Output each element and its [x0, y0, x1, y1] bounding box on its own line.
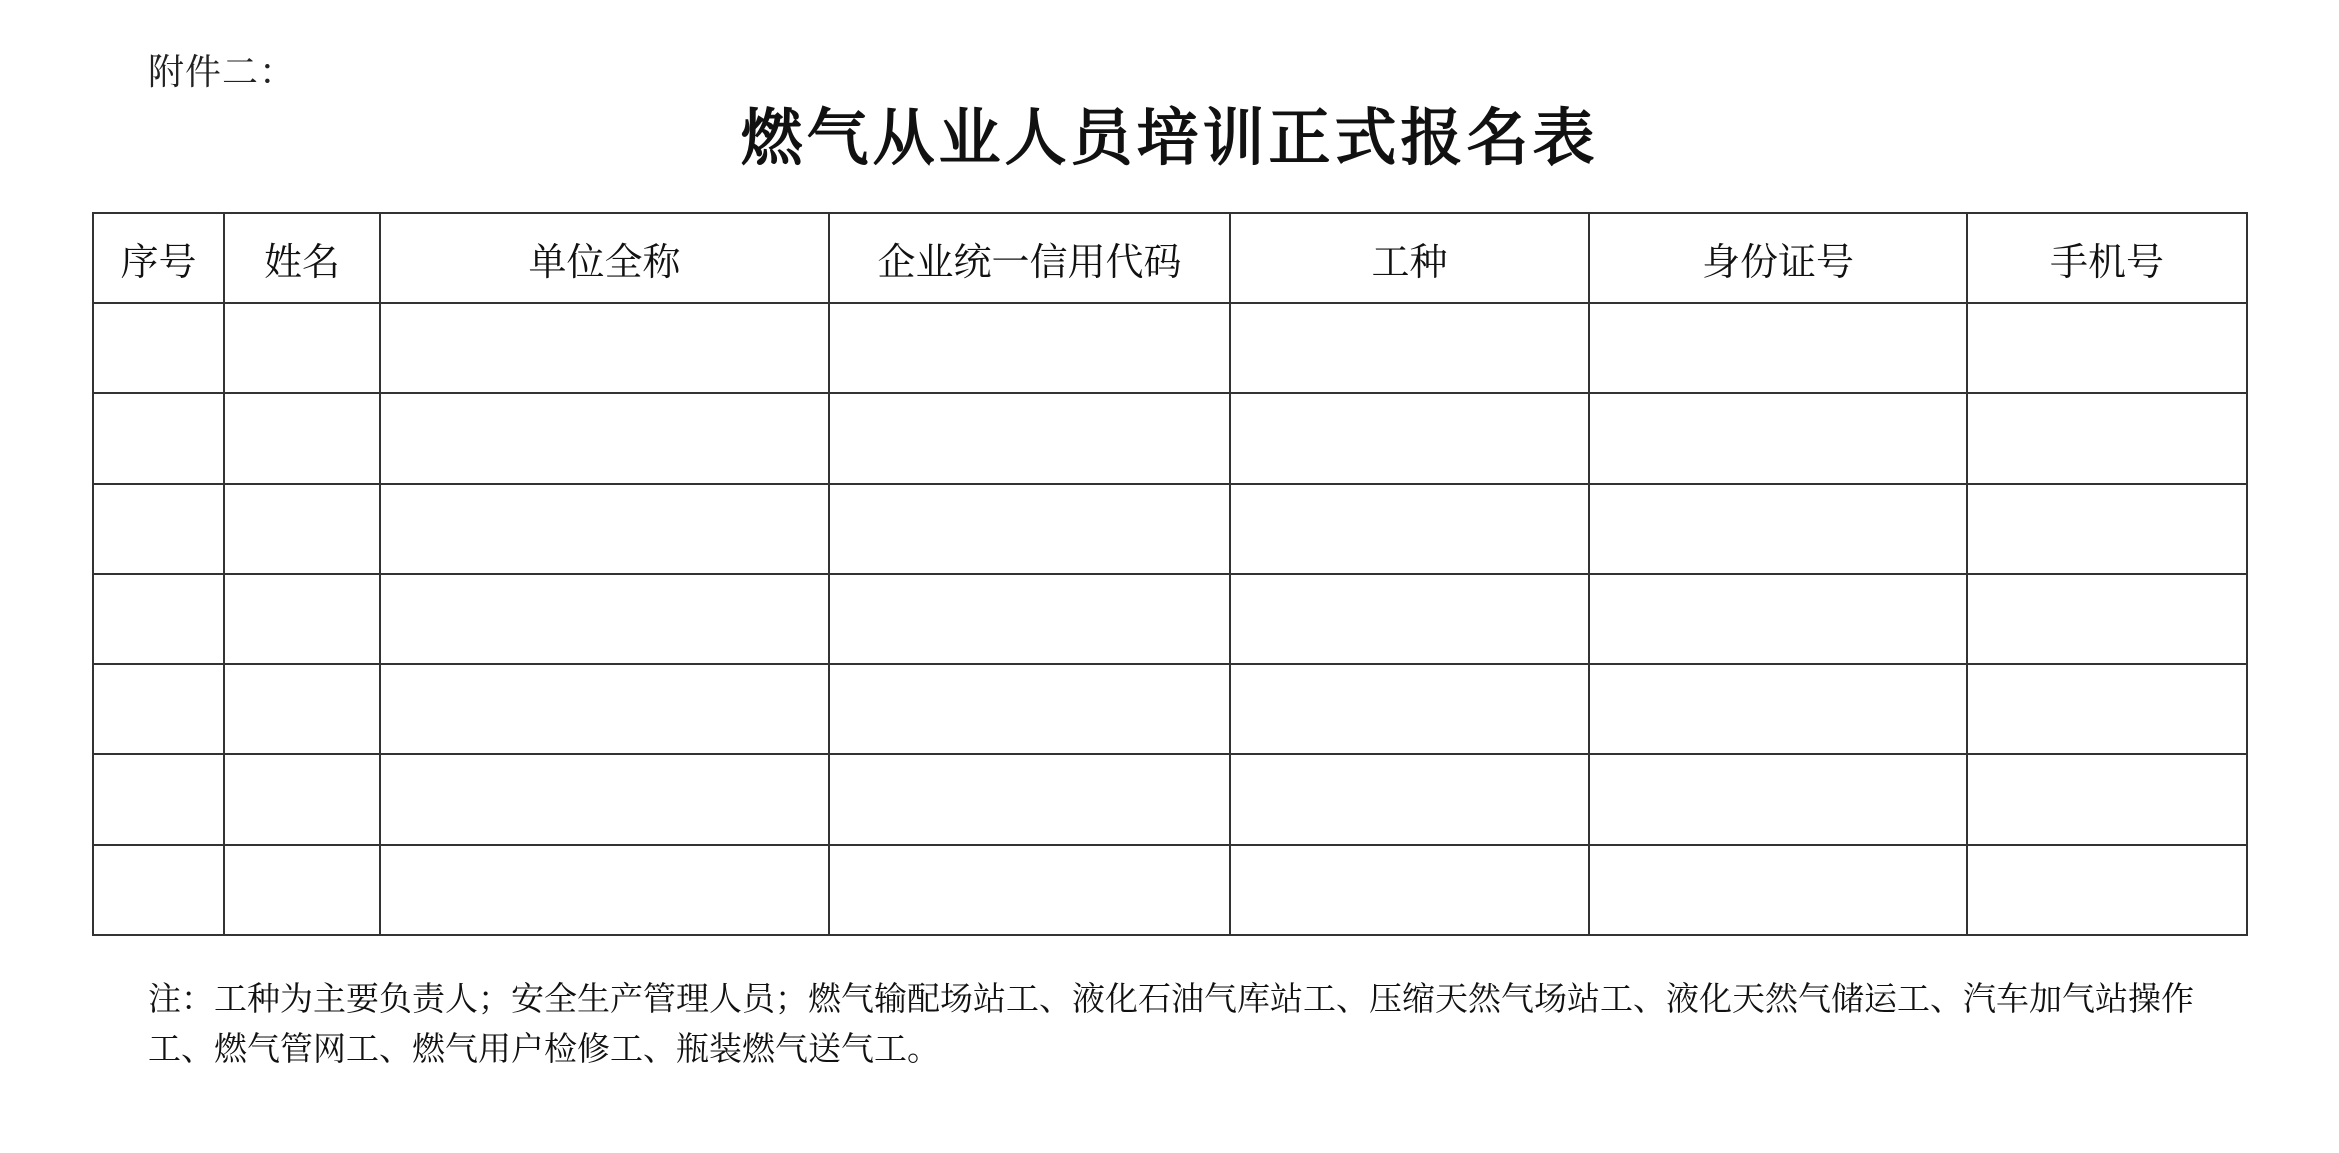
table-cell[interactable] — [829, 484, 1230, 574]
attachment-label: 附件二： — [148, 52, 297, 93]
table-cell[interactable] — [380, 303, 829, 393]
table-cell[interactable] — [224, 664, 380, 754]
form-title: 燃气从业人员培训正式报名表 — [740, 101, 1599, 174]
table-cell[interactable] — [1230, 664, 1589, 754]
table-cell[interactable] — [93, 484, 224, 574]
header-id-number: 身份证号 — [1589, 213, 1967, 303]
table-cell[interactable] — [93, 303, 224, 393]
table-cell[interactable] — [1230, 484, 1589, 574]
header-company-full-name: 单位全称 — [380, 213, 829, 303]
header-credit-code: 企业统一信用代码 — [829, 213, 1230, 303]
table-row — [93, 845, 2247, 935]
table-row — [93, 393, 2247, 483]
note-text: 注：工种为主要负责人；安全生产管理人员；燃气输配场站工、液化石油气库站工、压缩天然气场站工、液化天然气储运工、汽车加气站操作工、燃气管网工、燃气用户检修工、瓶装燃气送气工。 — [148, 979, 2194, 1068]
table-row — [93, 303, 2247, 393]
table-cell[interactable] — [380, 484, 829, 574]
table-cell[interactable] — [224, 303, 380, 393]
table-cell[interactable] — [1967, 393, 2247, 483]
table-cell[interactable] — [829, 754, 1230, 844]
table-cell[interactable] — [380, 845, 829, 935]
table-cell[interactable] — [829, 303, 1230, 393]
table-cell[interactable] — [1230, 845, 1589, 935]
table-cell[interactable] — [1589, 393, 1967, 483]
table-cell[interactable] — [1967, 754, 2247, 844]
table-row — [93, 484, 2247, 574]
table-cell[interactable] — [380, 664, 829, 754]
header-job-type: 工种 — [1230, 213, 1589, 303]
table-cell[interactable] — [1967, 574, 2247, 664]
table-cell[interactable] — [224, 845, 380, 935]
table-cell[interactable] — [1230, 574, 1589, 664]
table-cell[interactable] — [1589, 845, 1967, 935]
table-cell[interactable] — [829, 664, 1230, 754]
table-cell[interactable] — [93, 664, 224, 754]
table-cell[interactable] — [224, 393, 380, 483]
table-cell[interactable] — [224, 754, 380, 844]
table-cell[interactable] — [1967, 664, 2247, 754]
table-cell[interactable] — [1230, 303, 1589, 393]
table-cell[interactable] — [1967, 845, 2247, 935]
table-row — [93, 574, 2247, 664]
table-body — [93, 303, 2247, 935]
table-cell[interactable] — [380, 393, 829, 483]
table-cell[interactable] — [1967, 303, 2247, 393]
table-cell[interactable] — [1589, 754, 1967, 844]
table-cell[interactable] — [224, 484, 380, 574]
table-cell[interactable] — [1230, 393, 1589, 483]
table-header-row — [93, 213, 2247, 303]
table-cell[interactable] — [380, 754, 829, 844]
table-cell[interactable] — [1589, 574, 1967, 664]
table-cell[interactable] — [224, 574, 380, 664]
table-cell[interactable] — [93, 393, 224, 483]
table-row — [93, 664, 2247, 754]
registration-table — [92, 212, 2248, 936]
table-cell[interactable] — [829, 845, 1230, 935]
header-name: 姓名 — [224, 213, 380, 303]
header-phone: 手机号 — [1967, 213, 2247, 303]
table-cell[interactable] — [380, 574, 829, 664]
registration-table-container — [92, 212, 2246, 936]
table-cell[interactable] — [1589, 664, 1967, 754]
table-row — [93, 754, 2247, 844]
table-cell[interactable] — [1589, 303, 1967, 393]
table-cell[interactable] — [829, 574, 1230, 664]
table-cell[interactable] — [1589, 484, 1967, 574]
table-cell[interactable] — [1230, 754, 1589, 844]
table-cell[interactable] — [93, 754, 224, 844]
table-cell[interactable] — [93, 845, 224, 935]
header-index: 序号 — [93, 213, 224, 303]
table-cell[interactable] — [1967, 484, 2247, 574]
table-cell[interactable] — [829, 393, 1230, 483]
table-cell[interactable] — [93, 574, 224, 664]
